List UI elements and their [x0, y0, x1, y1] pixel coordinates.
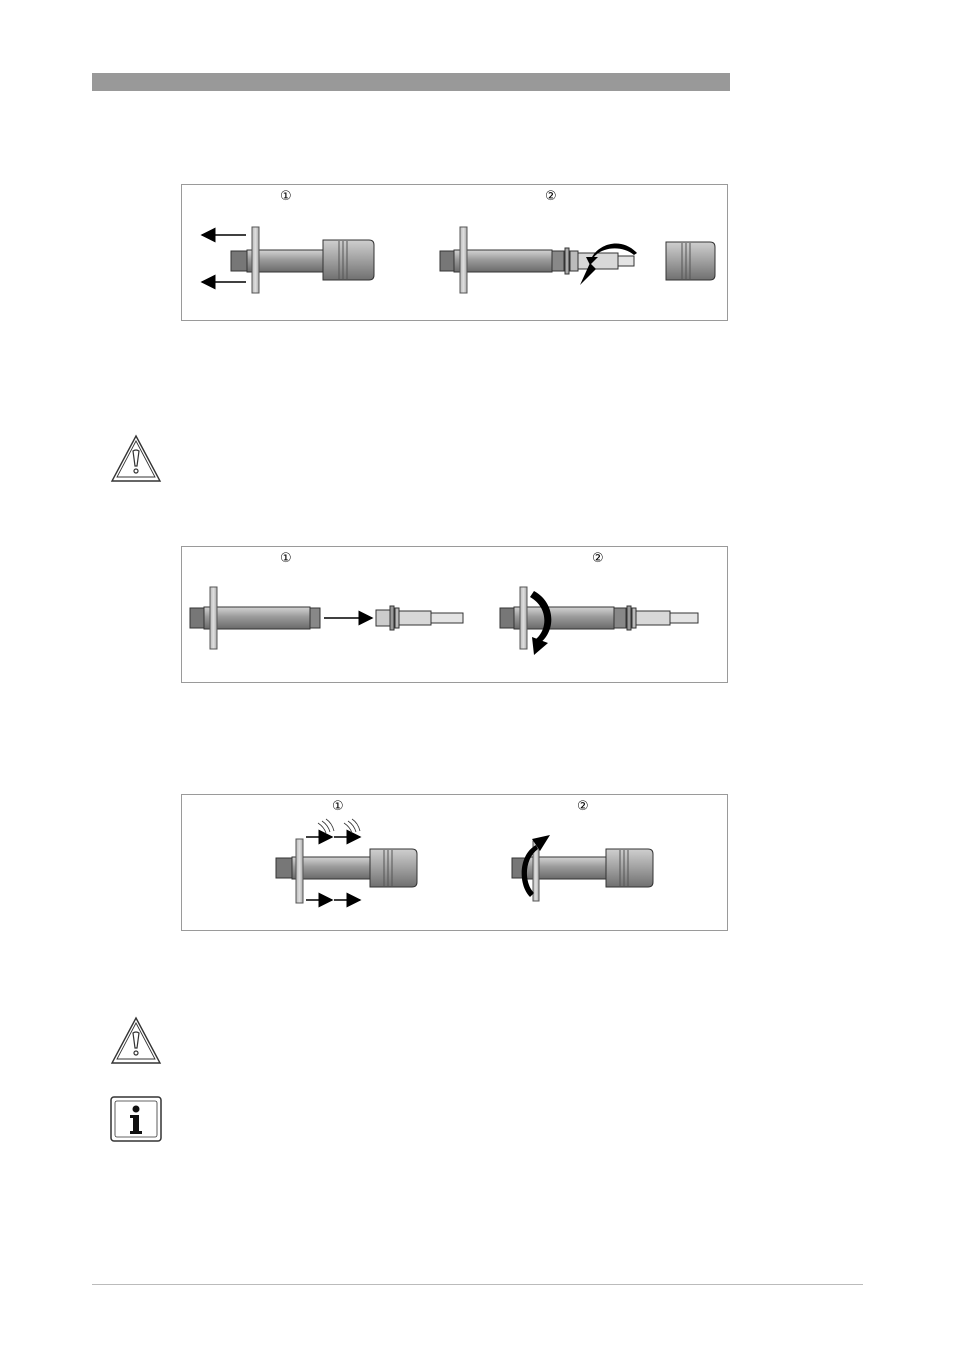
step-1-label: ①	[280, 189, 292, 204]
header-bar	[92, 73, 730, 91]
warning-triangle-icon	[110, 433, 162, 483]
figure-2-drawing	[182, 547, 729, 684]
step-2-label: ②	[592, 551, 604, 566]
step-1-label: ①	[332, 799, 344, 814]
figure-3	[181, 794, 728, 931]
step-2-label: ②	[545, 189, 557, 204]
footer-rule	[92, 1284, 863, 1285]
step-2-label: ②	[577, 799, 589, 814]
figure-2	[181, 546, 728, 683]
figure-1-drawing	[182, 185, 729, 322]
figure-1	[181, 184, 728, 321]
step-1-label: ①	[280, 551, 292, 566]
info-icon	[109, 1095, 163, 1143]
figure-3-drawing	[182, 795, 729, 932]
warning-triangle-icon	[110, 1015, 162, 1065]
